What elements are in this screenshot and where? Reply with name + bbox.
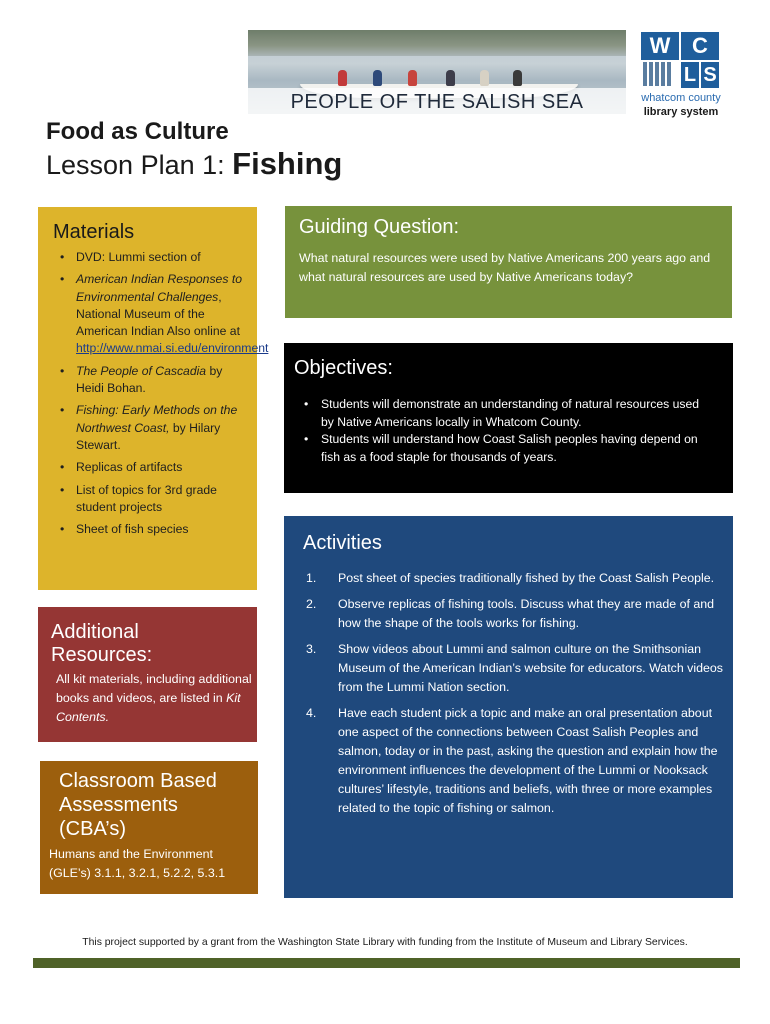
wcls-logo xyxy=(641,32,721,120)
activities-panel xyxy=(284,516,733,898)
banner-shoreline xyxy=(248,30,626,56)
logo-books-icon xyxy=(643,62,681,88)
lesson-prefix: Lesson Plan 1: xyxy=(46,150,233,180)
objectives-heading: Objectives: xyxy=(294,357,393,379)
list-item: • Replicas of artifacts xyxy=(60,459,252,476)
guiding-heading: Guiding Question: xyxy=(299,216,460,238)
materials-list xyxy=(60,249,269,543)
list-item: • The People of Cascadia by Heidi Bohan. xyxy=(60,363,252,398)
list-item: • Students will demonstrate an understanding of natural resources used by Native Americans locally in Whatcom County. xyxy=(304,396,714,431)
list-item: • Sheet of fish species xyxy=(60,521,252,538)
page-title: Food as Culture xyxy=(46,118,229,145)
header-banner-photo xyxy=(248,30,626,114)
list-item: • DVD: Lummi section of xyxy=(60,249,252,266)
logo-letter-c: C xyxy=(681,32,719,60)
list-item: • List of topics for 3rd grade student projects xyxy=(60,482,252,517)
activities-heading: Activities xyxy=(303,532,382,554)
objectives-list xyxy=(304,396,714,466)
cba-panel xyxy=(40,761,258,894)
additional-body: All kit materials, including additional books and videos, are listed in Kit Contents. xyxy=(56,672,252,724)
banner-paddler xyxy=(446,70,455,86)
lesson-title xyxy=(46,146,342,182)
list-item: • American Indian Responses to Environmental Challenges, National Museum of the American Indian Also online at http://www.nmai.si.edu/environment xyxy=(60,271,252,357)
list-item: • Students will understand how Coast Salish peoples having depend on fish as a food staple for thousands of years. xyxy=(304,431,714,466)
guiding-body: What natural resources were used by Native Americans 200 years ago and what natural resources are used by Native Americans today? xyxy=(299,251,711,284)
banner-paddler xyxy=(408,70,417,86)
footer-rule xyxy=(33,958,740,968)
logo-text-county: whatcom county xyxy=(641,92,721,104)
materials-panel xyxy=(38,207,269,590)
list-item: 2. Observe replicas of fishing tools. Discuss what they are made of and how the shape of the tools works for fishing. xyxy=(306,597,715,630)
nmai-environment-link[interactable]: http://www.nmai.si.edu/environment xyxy=(76,341,269,356)
banner-paddler xyxy=(338,70,347,86)
logo-letter-s: S xyxy=(701,62,719,88)
activities-list xyxy=(306,569,726,825)
cba-heading: Classroom Based Assessments (CBA’s) xyxy=(59,770,217,840)
list-item: 1. Post sheet of species traditionally fished by the Coast Salish People. xyxy=(306,571,715,585)
banner-paddler xyxy=(373,70,382,86)
cba-body: Humans and the Environment (GLE’s) 3.1.1, 3.2.1, 5.2.2, 5.3.1 xyxy=(49,847,226,880)
additional-heading: Additional Resources: xyxy=(51,621,153,666)
lesson-topic: Fishing xyxy=(232,146,343,181)
additional-resources-panel xyxy=(38,607,257,742)
logo-letter-l: L xyxy=(681,62,699,88)
banner-title: PEOPLE OF THE SALISH SEA xyxy=(248,88,626,114)
banner-paddler xyxy=(513,70,522,86)
logo-letter-w: W xyxy=(641,32,679,60)
banner-paddler xyxy=(480,70,489,86)
list-item: 4. Have each student pick a topic and make an oral presentation about one aspect of the connections between Coast Salish Peoples and salmon, today or in the past, asking the question and explain how the environment influences the development of the Lummi or Nooksack cultures’ lifestyle, traditions and beliefs, with three or more examples related to the topic of fishing or salmon. xyxy=(306,706,718,815)
footer-credit: This project supported by a grant from the Washington State Library with funding from the Institute of Museum and Library Services. xyxy=(82,937,688,948)
list-item: 3. Show videos about Lummi and salmon culture on the Smithsonian Museum of the American Indian’s website for educators. Watch videos from the Lummi Nation section. xyxy=(306,642,723,694)
list-item: • Fishing: Early Methods on the Northwest Coast, by Hilary Stewart. xyxy=(60,402,252,454)
materials-heading: Materials xyxy=(53,221,135,243)
objectives-panel xyxy=(284,343,733,493)
logo-text-library: library system xyxy=(643,106,719,118)
guiding-question-panel xyxy=(285,206,732,318)
